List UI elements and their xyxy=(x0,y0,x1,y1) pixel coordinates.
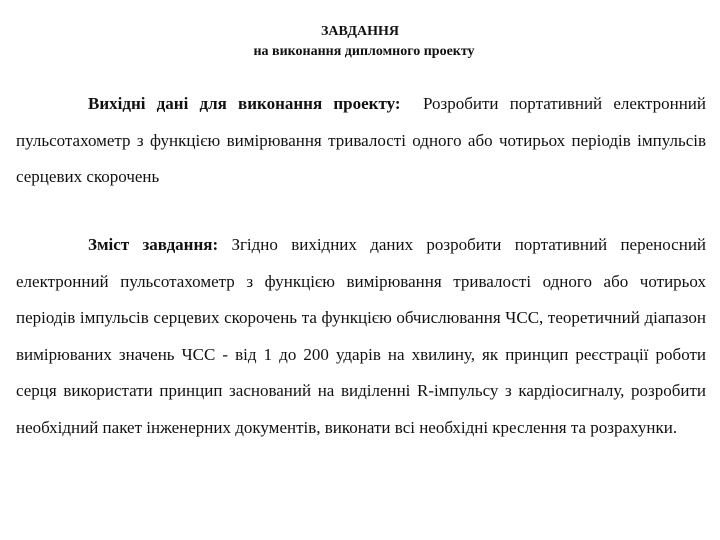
initial-data-label: Вихідні дані для виконання проекту: xyxy=(88,94,401,113)
task-content-text: Згідно вихідних даних розробити портативний переносний електронний пульсотахометр з функцією вимірювання тривалості одного або чотирьох періодів імпульсів серцевих скорочень та функцією обчислювання ЧСС, теоретичний діапазон вимірюваних значень ЧСС - від 1 до 200 ударів на хвилину, як принцип реєстрації роботи серця використати принцип заснований на виділенні R-імпульсу з кардіосигналу, розробити необхідний пакет інженерних документів, виконати всі необхідні креслення та розрахунки. xyxy=(16,235,707,437)
document-subtitle: на виконання дипломного проекту xyxy=(253,44,475,59)
task-content-label: Зміст завдання: xyxy=(88,235,219,254)
task-content-paragraph xyxy=(16,227,706,446)
document-title: ЗАВДАННЯ xyxy=(321,24,399,39)
initial-data-text: Розробити портативний електронний пульсотахометр з функцією вимірювання тривалості одного або чотирьох періодів імпульсів серцевих скорочень xyxy=(16,94,707,186)
initial-data-paragraph xyxy=(16,86,706,196)
